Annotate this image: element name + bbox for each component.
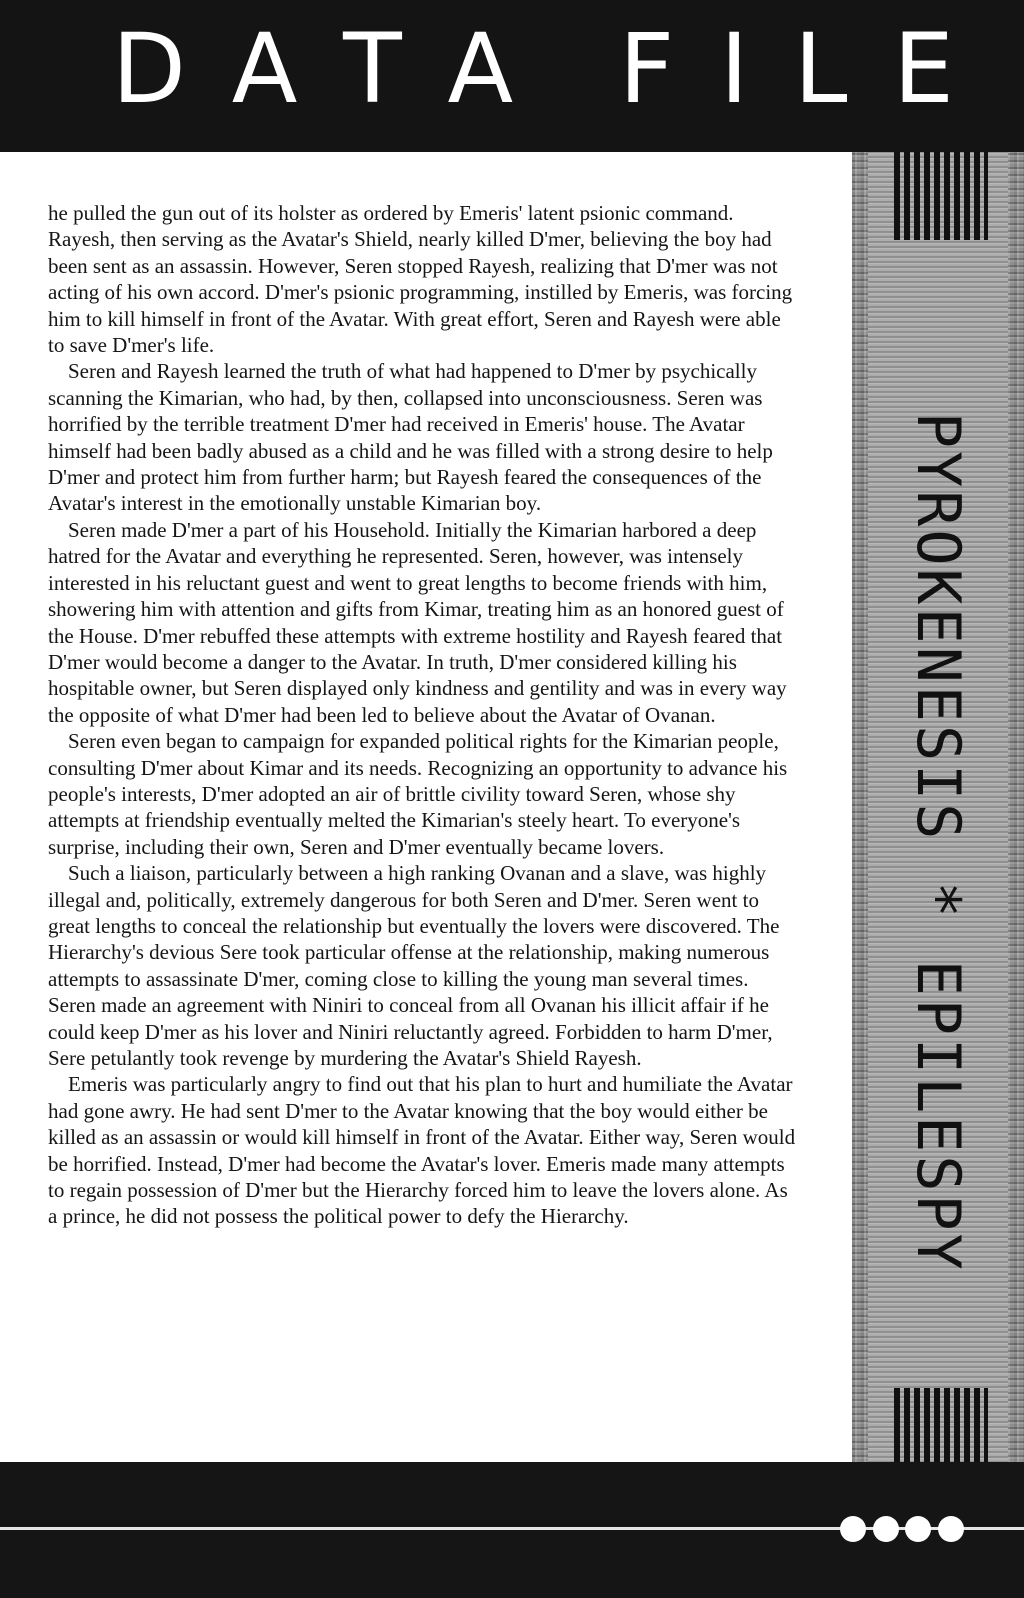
footer-dots (840, 1516, 964, 1542)
title-letter: F (618, 13, 675, 125)
title-letter: I (719, 13, 749, 125)
dot-icon (840, 1516, 866, 1542)
title-letter: A (447, 13, 514, 125)
title-letter: E (893, 13, 954, 125)
paragraph: Seren made D'mer a part of his Household. Initially the Kimarian harbored a deep hatred for the Avatar and everything he represented. Seren, however, was intensely interested in his reluctant guest and went to great lengths to become friends with him, showering him with attention and gifts from Kimar, treating him as an honored guest of the House. D'mer rebuffed these attempts with extreme hostility and Rayesh feared that D'mer would become a danger to the Avatar. In truth, D'mer considered killing his hospitable owner, but Seren displayed only kindness and gentility and was in every way the opposite of what D'mer had been led to believe about the Avatar of Ovanan. (48, 517, 787, 727)
barcode-stripes-top (894, 152, 988, 240)
dot-icon (905, 1516, 931, 1542)
sidebar-panel (852, 152, 1024, 1494)
article-body (48, 200, 800, 1230)
page-title (0, 0, 1024, 152)
paragraph: Seren even began to campaign for expanded political rights for the Kimarian people, consulting D'mer about Kimar and its needs. Recognizing an opportunity to advance his people's interests, D'mer adopted an air of brittle civility toward Seren, whose shy attempts at friendship eventually melted the Kimarian's steely heart. To everyone's surprise, including their own, Seren and D'mer eventually became lovers. (48, 729, 788, 859)
title-letter: L (794, 13, 848, 125)
paragraph: he pulled the gun out of its holster as ordered by Emeris' latent psionic command. Rayesh, then serving as the Avatar's Shield, nearly killed D'mer, believing the boy had been sent as an assassin. However, Seren stopped Rayesh, realizing that D'mer was not acting of his own accord. D'mer's psionic programming, instilled by Emeris, was forcing him to kill himself in front of the Avatar. With great effort, Seren and Rayesh were able to save D'mer's life. (48, 201, 793, 358)
title-letter: D (112, 13, 186, 125)
paragraph: Seren and Rayesh learned the truth of what had happened to D'mer by psychically scanning the Kimarian, who had, by then, collapsed into unconsciousness. Seren was horrified by the terrible treatment D'mer had received in Emeris' house. The Avatar himself had been badly abused as a child and he was filled with a strong desire to help D'mer and protect him from further harm; but Rayesh feared the consequences of the Avatar's interest in the emotionally unstable Kimarian boy. (48, 359, 773, 516)
dot-icon (938, 1516, 964, 1542)
title-letter: T (343, 13, 402, 125)
sidebar-strip (868, 152, 1008, 1494)
dot-icon (873, 1516, 899, 1542)
paragraph: Such a liaison, particularly between a high ranking Ovanan and a slave, was highly illegal and, politically, extremely dangerous for both Seren and D'mer. Seren went to great lengths to conceal the relationship but eventually the lovers were discovered. The Hierarchy's devious Sere took particular offense at the relationship, making numerous attempts to assassinate D'mer, coming close to killing the young man several times. Seren made an agreement with Niniri to conceal from all Ovanan his illicit affair if he could keep D'mer as his lover and Niniri reluctantly agreed. Forbidden to harm D'mer, Sere petulantly took revenge by murdering the Avatar's Shield Rayesh. (48, 861, 780, 1070)
sidebar-label (874, 340, 1002, 1344)
sidebar-label-text: PYROKENESIS * EPILESPY (903, 411, 973, 1273)
title-letter: A (231, 13, 298, 125)
paragraph: Emeris was particularly angry to find out that his plan to hurt and humiliate the Avatar had gone awry. He had sent D'mer to the Avatar knowing that the boy would either be killed as an assassin or would kill himself in front of the Avatar. Either way, Seren would be horrified. Instead, D'mer had become the Avatar's lover. Emeris made many attempts to regain possession of D'mer but the Hierarchy forced him to leave the lovers alone. As a prince, he did not possess the political power to defy the Hierarchy. (48, 1072, 796, 1229)
